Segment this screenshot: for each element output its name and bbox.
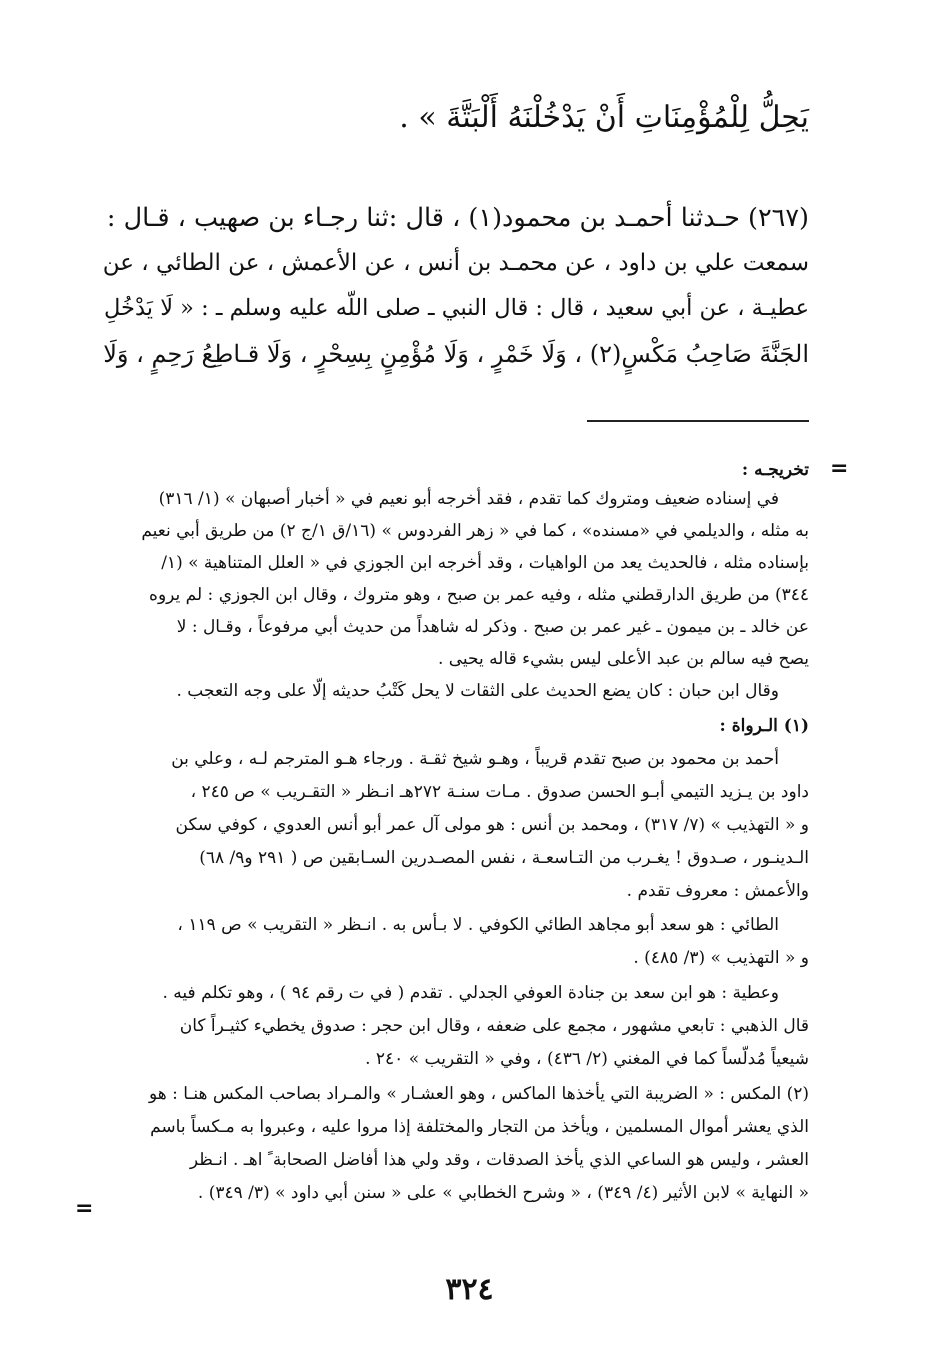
footnote-1-line: أحمد بن محمود بن صبح تقدم قريباً ، وهـو شيخ ثقـة . ورجاء هـو المترجم لـه ، وعلي بن — [171, 749, 779, 769]
takhrij-line: ٣٤٤) من طريق الدارقطني مثله ، وفيه عمر بن صبح ، وهو متروك ، وقال ابن الجوزي : لم يروه — [149, 585, 809, 605]
footnote-1-line: الطائي : هو سعد أبو مجاهد الطائي الكوفي . لا بـأس به . انـظر « التقريب » ص ١١٩ ، — [177, 915, 779, 935]
takhrij-ibn-hibban: وقال ابن حبان : كان يضع الحديث على الثقات لا يحل كَتْبُ حديثه إلّا على وجه التعجب . — [176, 681, 779, 701]
continuation-mark: = — [75, 1196, 94, 1221]
footnote-1-line: و « التهذيب » (٧/ ٣١٧) ، ومحمد بن أنس : هو مولى آل عمر أبو أنس العدوي ، كوفي سكن — [175, 815, 809, 835]
footnote-separator — [587, 420, 809, 422]
takhrij-line: يصح فيه سالم بن عبد الأعلى ليس بشيء قاله يحيى . — [437, 649, 809, 669]
takhrij-heading: تخريجـه : — [741, 460, 809, 480]
takhrij-line: به مثله ، والديلمي في «مسنده» ، كما في « زهر الفردوس » (١٦/ق ١/ج ٢) من طريق أبي نعيم — [141, 521, 809, 541]
footnote-1-heading: (١) الـرواة : — [719, 716, 809, 736]
footnote-1-line: وعطية : هو ابن سعد بن جنادة العوفي الجدلي . تقدم ( في ت رقم ٩٤ ) ، وهو تكلم فيه . — [162, 983, 779, 1003]
footnote-1-line: شيعياً مُدلّساً كما في المغني (٢/ ٤٣٦) ، وفي « التقريب » ٢٤٠ . — [365, 1049, 809, 1069]
footnote-2-line: العشر ، وليس هو الساعي الذي يأخذ الصدقات ، وقد ولي هذا أفاضل الصحابة ً اهـ . انـظر — [189, 1150, 809, 1170]
footnote-1-line: و « التهذيب » (٣/ ٤٨٥) . — [633, 948, 809, 968]
takhrij-line: في إسناده ضعيف ومتروك كما تقدم ، فقد أخرجه أبو نعيم في « أخبار أصبهان » (١/ ٣١٦) — [158, 489, 779, 509]
continuation-mark: = — [830, 456, 849, 481]
footnote-2-line: (٢) المكس : « الضريبة التي يأخذها الماكس ، وهو العشـار » والمـراد بصاحب المكس هنـا : هو — [148, 1084, 809, 1104]
takhrij-line: عن خالد ـ بن ميمون ـ غير عمر بن صبح . وذكر له شاهداً من حديث أبي مرفوعاً ، وقـال : لا — [176, 617, 809, 637]
footnote-1-line: الـدينـور ، صـدوق ! يغـرب من التـاسعـة ، نفس المصـدرين السـابقين ص ( ٢٩١ و٩/ ٦٨) — [199, 848, 809, 868]
footnote-1-line: والأعمش : معروف تقدم . — [626, 881, 809, 901]
footnote-1-line: قال الذهبي : تابعي مشهور ، مجمع على ضعفه ، وقال ابن حجر : صدوق يخطيء كثيـراً كان — [179, 1016, 809, 1036]
hadith-267-line: عطيـة ، عن أبي سعيد ، قال : قال النبي ـ صلى اللّه عليه وسلم ـ : « لَا يَدْخُلِ — [104, 295, 809, 321]
hadith-267-line: (٢٦٧) حـدثنا أحمـد بن محمود(١) ، قال :ثنا رجـاء بن صهيب ، قـال : — [106, 203, 809, 233]
footnote-1-line: داود بن يـزيد التيمي أبـو الحسن صدوق . مـات سنـة ٢٧٢هـ انـظر « التقـريب » ص ٢٤٥ ، — [190, 782, 809, 802]
footnote-2-line: الذي يعشر أموال المسلمين ، ويأخذ من التجار والمختلفة إذا مروا عليه ، وعبروا به مـكساً باسم — [150, 1117, 809, 1137]
page-number: ٣٢٤ — [445, 1272, 494, 1307]
hadith-267-line: الجَنَّةَ صَاحِبُ مَكْسٍ(٢) ، وَلَا خَمْرٍ ، وَلَا مُؤْمِنٍ بِسِحْرٍ ، وَلَا قـاطِعُ رَحِمٍ ، وَلَا — [103, 340, 809, 368]
footnote-2-line: « النهاية » لابن الأثير (٤/ ٣٤٩) ، « وشرح الخطابي » على « سنن أبي داود » (٣/ ٣٤٩) . — [197, 1183, 809, 1203]
takhrij-line: بإسناده مثله ، فالحديث يعد من الواهيات ، وقد أخرجه ابن الجوزي في « العلل المتناهية » (١/ — [161, 553, 809, 573]
hadith-continuation: يَحِلُّ لِلْمُؤْمِنَاتِ أَنْ يَدْخُلْنَهُ أَلْبَتَّةَ » . — [399, 100, 809, 135]
hadith-267-line: سمعت علي بن داود ، عن محمـد بن أنس ، عن الأعمش ، عن الطائي ، عن — [102, 250, 809, 276]
